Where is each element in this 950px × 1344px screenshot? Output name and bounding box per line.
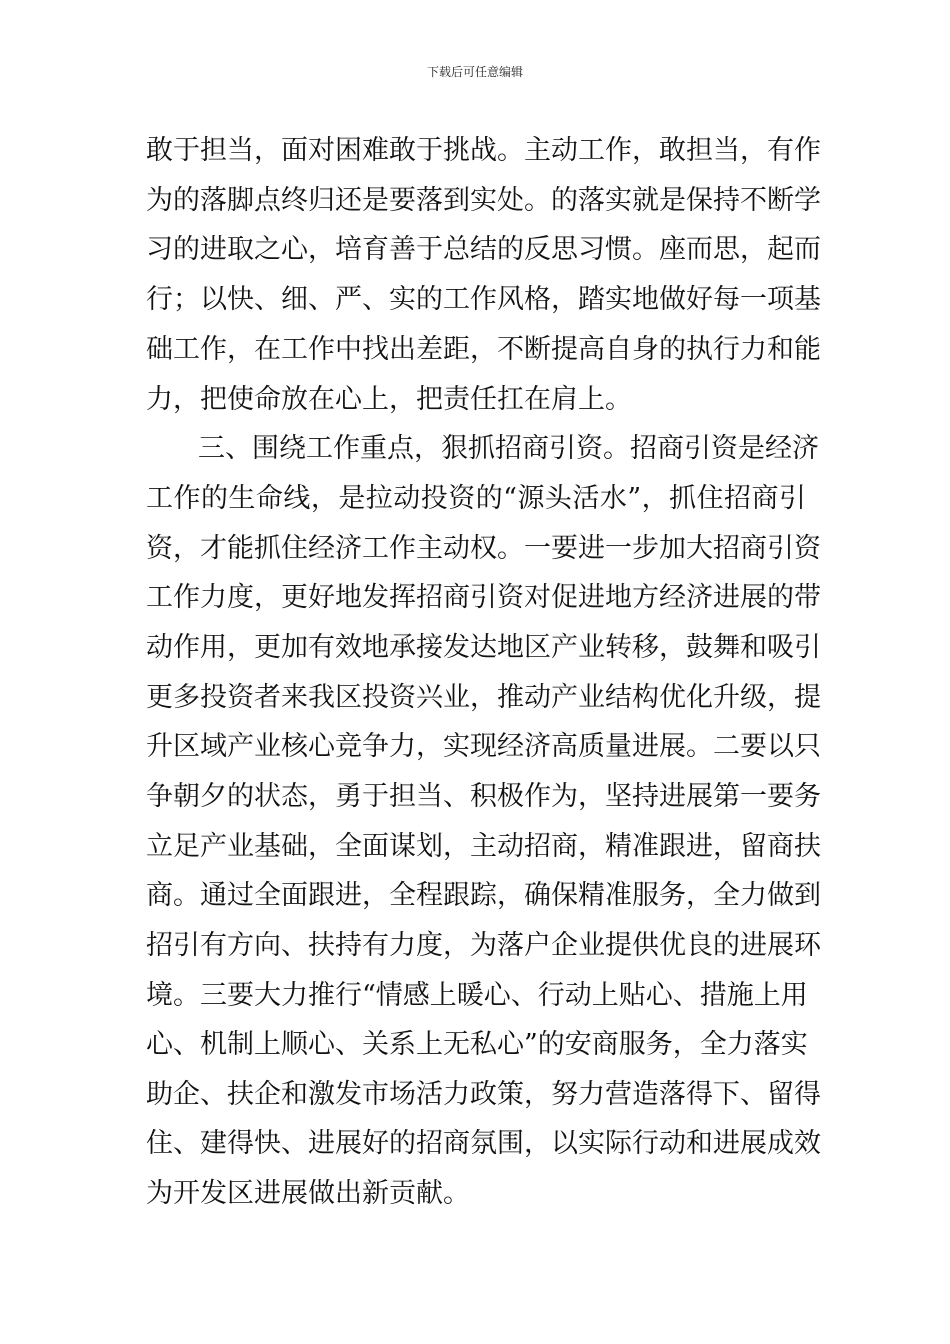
paragraph-2-line-7: 升区域产业核心竞争力，实现经济高质量进展。二要以只: [146, 731, 821, 762]
paragraph-2-line-12: 境。三要大力推行“情感上暖心、行动上贴心、措施上用: [146, 980, 808, 1011]
paragraph-1-line-1: 敢于担当，面对困难敢于挑战。主动工作，敢担当，有作: [146, 135, 821, 166]
paragraph-2-line-3: 资，才能抓住经济工作主动权。一要进一步加大招商引资: [146, 533, 821, 564]
paragraph-1-line-2: 为的落脚点终归还是要落到实处。的落实就是保持不断学: [146, 185, 821, 216]
page-header: 下载后可任意编辑: [426, 65, 523, 79]
paragraph-1-line-4: 行；以快、细、严、实的工作风格，踏实地做好每一项基: [146, 284, 821, 315]
paragraph-2-line-16: 为开发区进展做出新贡献。: [146, 1178, 470, 1209]
paragraph-1-line-5: 础工作，在工作中找出差距，不断提高自身的执行力和能: [146, 334, 821, 365]
paragraph-2-line-8: 争朝夕的状态，勇于担当、积极作为，坚持进展第一要务: [146, 781, 821, 812]
paragraph-2-line-4: 工作力度，更好地发挥招商引资对促进地方经济进展的带: [146, 582, 821, 613]
paragraph-2-line-2: 工作的生命线，是拉动投资的“源头活水”，抓住招商引: [146, 483, 806, 514]
paragraph-2-line-5: 动作用，更加有效地承接发达地区产业转移，鼓舞和吸引: [146, 632, 821, 663]
paragraph-2-line-1: 三、围绕工作重点，狠抓招商引资。招商引资是经济: [198, 433, 819, 464]
paragraph-1-line-3: 习的进取之心，培育善于总结的反思习惯。座而思，起而: [146, 234, 821, 265]
paragraph-2-line-9: 立足产业基础，全面谋划，主动招商，精准跟进，留商扶: [146, 831, 821, 862]
paragraph-2-line-15: 住、建得快、进展好的招商氛围，以实际行动和进展成效: [146, 1128, 821, 1159]
paragraph-2-line-6: 更多投资者来我区投资兴业，推动产业结构优化升级，提: [146, 682, 821, 713]
paragraph-2-line-11: 招引有方向、扶持有力度，为落户企业提供优良的进展环: [146, 930, 821, 961]
paragraph-2-line-10: 商。通过全面跟进，全程跟踪，确保精准服务，全力做到: [146, 880, 821, 911]
paragraph-1-line-6: 力，把使命放在心上，把责任扛在肩上。: [146, 384, 632, 415]
paragraph-2-line-14: 助企、扶企和激发市场活力政策，努力营造落得下、留得: [146, 1079, 821, 1110]
paragraph-2-line-13: 心、机制上顺心、关系上无私心”的安商服务，全力落实: [146, 1029, 808, 1060]
